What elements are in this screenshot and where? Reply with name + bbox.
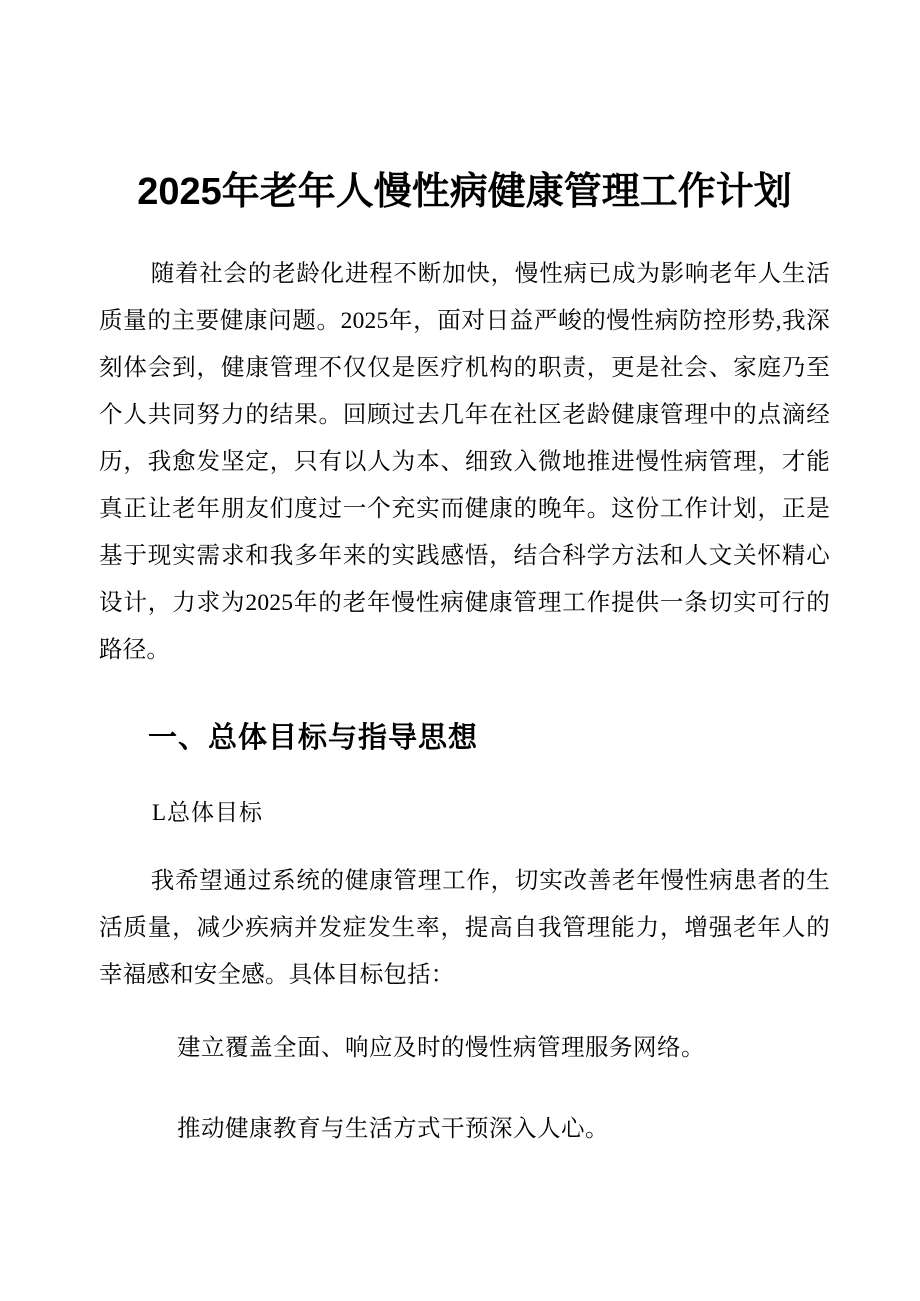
list-item-goal-network: 建立覆盖全面、响应及时的慢性病管理服务网络。: [177, 1035, 705, 1061]
intro-paragraph: 随着社会的老龄化进程不断加快，慢性病已成为影响老年人生活质量的主要健康问题。2025年，面对日益严峻的慢性病防控形势,我深刻体会到，健康管理不仅仅是医疗机构的职责，更是社会、家庭乃至个人共同努力的结果。回顾过去几年在社区老龄健康管理中的点滴经历，我愈发坚定，只有以人为本、细致入微地推进慢性病管理，才能真正让老年朋友们度过一个充实而健康的晚年。这份工作计划，正是基于现实需求和我多年来的实践感悟，结合科学方法和人文关怀精心设计，力求为2025年的老年慢性病健康管理工作提供一条切实可行的路径。: [99, 261, 830, 663]
list-item-goal-education: 推动健康教育与生活方式干预深入人心。: [177, 1116, 609, 1142]
page-title: 2025年老年人慢性病健康管理工作计划: [137, 171, 792, 213]
section-heading-overall-goals: 一、总体目标与指导思想: [148, 722, 479, 754]
subsection-heading-overall-goal: L总体目标: [152, 800, 264, 825]
goals-overview-paragraph: 我希望通过系统的健康管理工作，切实改善老年慢性病患者的生活质量，减少疾病并发症发生率，提高自我管理能力，增强老年人的幸福感和安全感。具体目标包括：: [99, 868, 830, 988]
